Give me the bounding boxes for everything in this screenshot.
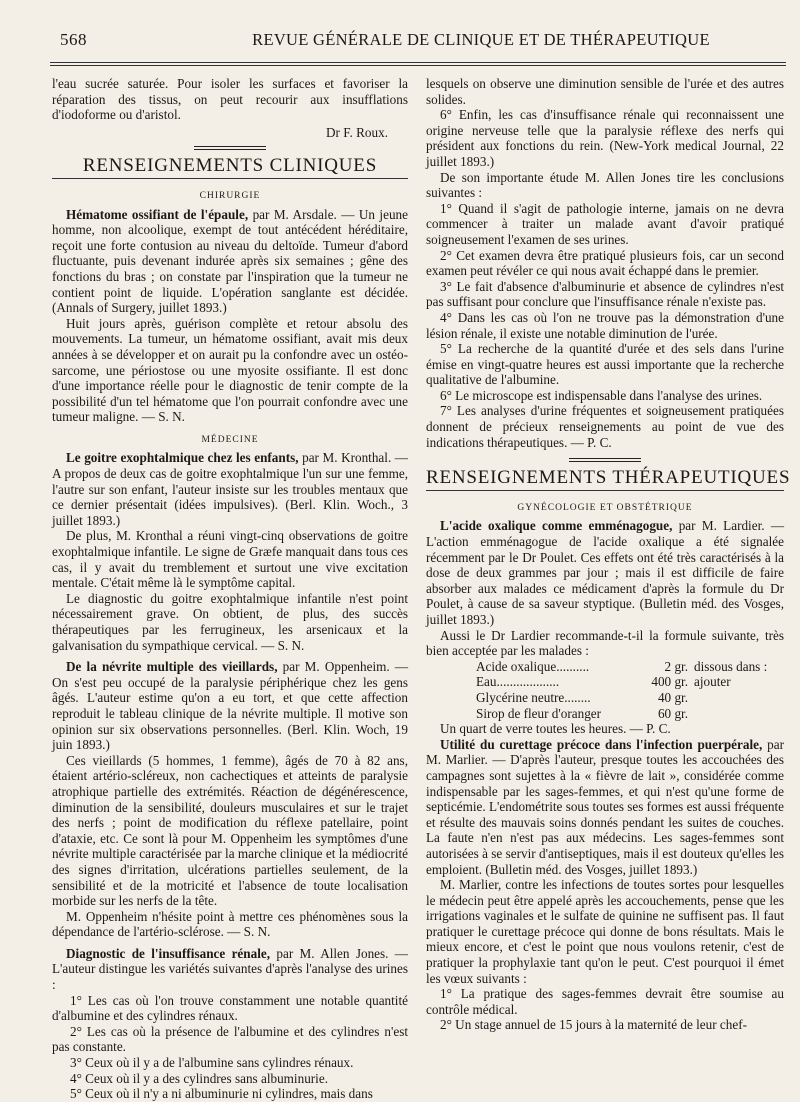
article-1-title: Hématome ossifiant de l'épaule, <box>66 206 249 222</box>
article-5-author: par M. Lardier. — <box>672 518 785 534</box>
subheading-medicine: MÉDECINE <box>201 434 259 445</box>
list-item: 2° Un stage annuel de 15 jours à la maternité de leur chef- <box>440 1017 748 1033</box>
list-item: 1° La pratique des sages-femmes devrait être soumise au contrôle médical. <box>426 986 784 1017</box>
prescription <box>476 659 784 721</box>
article-2-para-3: Le diagnostic du goitre exophtalmique infantile n'est point nécessairement grave. On obtient, de plus, des succès thérapeutiques par les ferrugineux, les arsenicaux et la galvanisation du sympathique cervical. — S. N. <box>52 590 408 653</box>
article-6-body: D'après l'auteur, presque toutes les accouchées des campagnes sont sujettes à la « fièvre de lait », considérée comme indispensable par les sages-femmes, et qui n'est qu'une forme de septicémie. L'endométrite sous toutes ses formes est aussi fréquente et résulte des mauvais soins donnés pendant les suites de couches. La faute n'en n'est pas aux médecins. Les sages-femmes sont autorisées à se servir d'antiseptiques, mais il est douteux qu'elles les emploient. (Bulletin méd. des Vosges, juillet 1893.) <box>426 752 784 877</box>
article-5 <box>426 518 784 627</box>
list-item: 1° Quand il s'agit de pathologie interne, jamais on ne devra commencer à traiter un malade avant d'avoir pratiqué soigneusement l'examen de ses urines. <box>426 200 784 247</box>
article-2 <box>52 450 408 528</box>
article-2-author: par M. Kronthal. — <box>298 450 408 466</box>
article-2-body: A propos de deux cas de goitre exophtalmique l'un sur une femme, l'autre sur son enfant, l'auteur insiste sur les troubles mentaux que ce dernier présentait (idées impulsives). (Berl. Klin. Woch., 3 juillet 1893.) <box>52 466 408 528</box>
intro-signature: Dr F. Roux. <box>326 124 388 140</box>
list-item: 1° Les cas où l'on trouve constamment une notable quantité d'albumine et des cylindres rénaux. <box>52 992 408 1024</box>
article-1-para-2: Huit jours après, guérison complète et retour absolu des mouvements. La tumeur, un hématome ossifiant, avait mis deux années à se développer et on aurait pu la confondre avec un ostéo-sarcome, une périostose ou une myosite ossifiante. Il est donc d'une importance réelle pour le diagnostic de tenir compte de la possibilité d'un tel hématome que l'on pourrait confondre avec une tumeur maligne. — S. N. <box>52 315 408 425</box>
list-item: 3° Le fait d'absence d'albuminurie et absence de cylindres n'est pas suffisant pour conclure que l'insuffisance rénale n'existe pas. <box>426 278 784 310</box>
list-item: 6° Le microscope est indispensable dans l'analyse des urines. <box>440 387 763 403</box>
article-3-body: On s'est peu occupé de la paralysie périphérique chez les gens âgés. L'auteur estime qu'on a eu tort, et que cette affection reproduit le tableau clinique de la névrite multiple. Il motive son opinion sur six observations personnelles. (Berl. Klin. Woch, 19 juin 1893.) <box>52 674 408 753</box>
section-title-therapeutic: RENSEIGNEMENTS THÉRAPEUTIQUES <box>426 467 791 489</box>
article-3-para-3: M. Oppenheim n'hésite point à mettre ces phénomènes sous la dépendance de l'artério-sclérose. — S. N. <box>52 908 408 940</box>
right-column <box>426 76 791 1033</box>
article-5-para-2: Aussi le Dr Lardier recommande-t-il la formule suivante, très bien acceptée par les malades : <box>426 627 784 659</box>
article-1-body: Un jeune homme, non alcoolique, exempt de tout antécédent héréditaire, reçoit une forte contusion au niveau du deltoïde. Tumeur d'abord fluctuante, puis devenant indurée après six semaines ; gêne des fonctions du bras ; on constate par l'inspiration que la tumeur ne contient point de liquide. L'opération sanglante est décidée. (Annals of Surgery, juillet 1893.) <box>52 206 408 316</box>
article-6-para-2: M. Marlier, contre les infections de toutes sortes pour lesquelles le médecin peut être appelé après les accouchements, pense que les irrigations vaginales et le sulfate de quinine ne suffisent pas. Il faut pratiquer le curettage précoce qui donne de bons résultats. Mais le mieux encore, et c'est le point que nous voulons retenir, c'est de pratiquer la prophylaxie tant qu'on le peut. C'est pourquoi il émet les vœux suivants : <box>426 877 784 986</box>
article-2-para-2: De plus, M. Kronthal a réuni vingt-cinq observations de goitre exophtalmique infantile. Le signe de Græfe manquait dans tous ces cas, il y avait du tremblement et surtout une vive excitation mentale. C'était même là le symptôme capital. <box>52 528 408 591</box>
article-3-title: De la névrite multiple des vieillards, <box>66 659 278 675</box>
list-item: 4° Ceux où il y a des cylindres sans albuminurie. <box>70 1070 328 1086</box>
article-6-title: Utilité du curettage précoce dans l'infection puerpérale, <box>440 736 763 752</box>
section-ornament-rule <box>194 146 266 150</box>
article-3 <box>52 659 408 753</box>
article-6-author: par M. Marlier. — <box>426 736 784 768</box>
article-1-author: par M. Arsdale. — <box>248 206 359 222</box>
prescription-line: Sirop de fleur d'oranger 60 gr. <box>476 705 688 721</box>
subheading-surgery: CHIRURGIE <box>199 190 261 201</box>
section-ornament-rule <box>569 458 641 462</box>
article-5-para-3: Un quart de verre toutes les heures. — P. C. <box>440 721 671 737</box>
list-item: 4° Dans les cas où l'on ne trouve pas la démonstration d'une lésion rénale, il existe une notable diminution de l'urée. <box>426 309 784 341</box>
prescription-line: Glycérine neutre........ 40 gr. <box>476 689 688 705</box>
running-header <box>60 30 782 60</box>
conclusions-intro: De son importante étude M. Allen Jones tire les conclusions suivantes : <box>426 169 784 201</box>
continued-item-6: 6° Enfin, les cas d'insuffisance rénale qui reconnaissent une origine nerveuse telle que la paralysie réflexe des nerfs qui président aux fonctions du rein. (New-York medical Journal, 22 juillet 1893.) <box>426 107 784 169</box>
section-title-clinical: RENSEIGNEMENTS CLINIQUES <box>82 155 378 177</box>
list-item: 3° Ceux où il y a de l'albumine sans cylindres rénaux. <box>70 1055 354 1071</box>
prescription-line: Acide oxalique.......... 2 gr. dissous dans : <box>476 658 768 674</box>
article-4-author: par M. Allen Jones. — <box>270 945 408 961</box>
page-number: 568 <box>60 30 87 49</box>
article-4 <box>52 946 408 993</box>
article-3-author: par M. Oppenheim. — <box>277 659 409 675</box>
list-item: 2° Cet examen devra être pratiqué plusieurs fois, car un second examen peut révéler ce qui nous avait échappé dans le premier. <box>426 247 784 279</box>
continued-paragraph: lesquels on observe une diminution sensible de l'urée et des autres solides. <box>426 76 784 107</box>
prescription-line: Eau................... 400 gr. ajouter <box>476 674 731 690</box>
subheading-gynecology: GYNÉCOLOGIE ET OBSTÉTRIQUE <box>517 502 693 513</box>
intro-paragraph: l'eau sucrée saturée. Pour isoler les surfaces et favoriser la réparation des tissus, on peut recourir aux insufflations d'iodoforme ou d'aristol. <box>52 76 408 123</box>
article-5-body: L'action emménagogue de l'acide oxalique a été signalée récemment par le Dr Poulet. Ces effets ont été très caractérisés à la dose de deux grammes par jour ; mais il est difficile de faire absorber aux malades ce médicament d'après la formule du Dr Poulet, à cause de sa saveur styptique. (Bulletin méd. des Vosges, juillet 1893.) <box>426 534 784 627</box>
article-4-body: L'auteur distingue les variétés suivantes d'après l'analyse des urines : <box>52 961 408 993</box>
list-item: 5° La recherche de la quantité d'urée et des sels dans l'urine émise en vingt-quatre heures est aussi importante que la recherche qualitative de l'albumine. <box>426 341 784 388</box>
journal-title: REVUE GÉNÉRALE DE CLINIQUE ET DE THÉRAPEUTIQUE <box>252 30 710 49</box>
article-6 <box>426 737 784 877</box>
list-item: 7° Les analyses d'urine fréquentes et soigneusement pratiquées donnent de précieux renseignements au point de vue des indications thérapeutiques. — P. C. <box>426 403 784 450</box>
article-2-title: Le goitre exophtalmique chez les enfants, <box>66 450 299 466</box>
header-rule <box>50 62 786 66</box>
list-item: 5° Ceux où il n'y a ni albuminurie ni cylindres, mais dans <box>70 1086 373 1102</box>
left-column <box>52 76 408 1102</box>
article-1 <box>52 207 408 316</box>
section-underline <box>426 490 784 491</box>
list-item: 2° Les cas où la présence de l'albumine et des cylindres n'est pas constante. <box>52 1023 408 1055</box>
section-underline <box>52 178 408 179</box>
article-3-para-2: Ces vieillards (5 hommes, 1 femme), âgés de 70 à 82 ans, étaient artério-scléreux, non cachectiques et atteints de paralysie atrophique partielle des extrémités. Réaction de dégénérescence, diminution de la sensibilité, douleurs musculaires et sur le trajet des nerfs ; point de modification du réflexe patellaire, point d'ataxie, etc. Ce sont là pour M. Oppenheim les symptômes d'une névrite multiple caractérisée par la marche clinique et la médiocrité des signes d'irritation, ulcérations partielles seulement, de la sensibilité et de la motricité et l'absence de toute localisation morbide sur les nerfs de la tête. <box>52 752 408 909</box>
article-4-title: Diagnostic de l'insuffisance rénale, <box>66 945 271 961</box>
article-5-title: L'acide oxalique comme emménagogue, <box>440 518 673 534</box>
